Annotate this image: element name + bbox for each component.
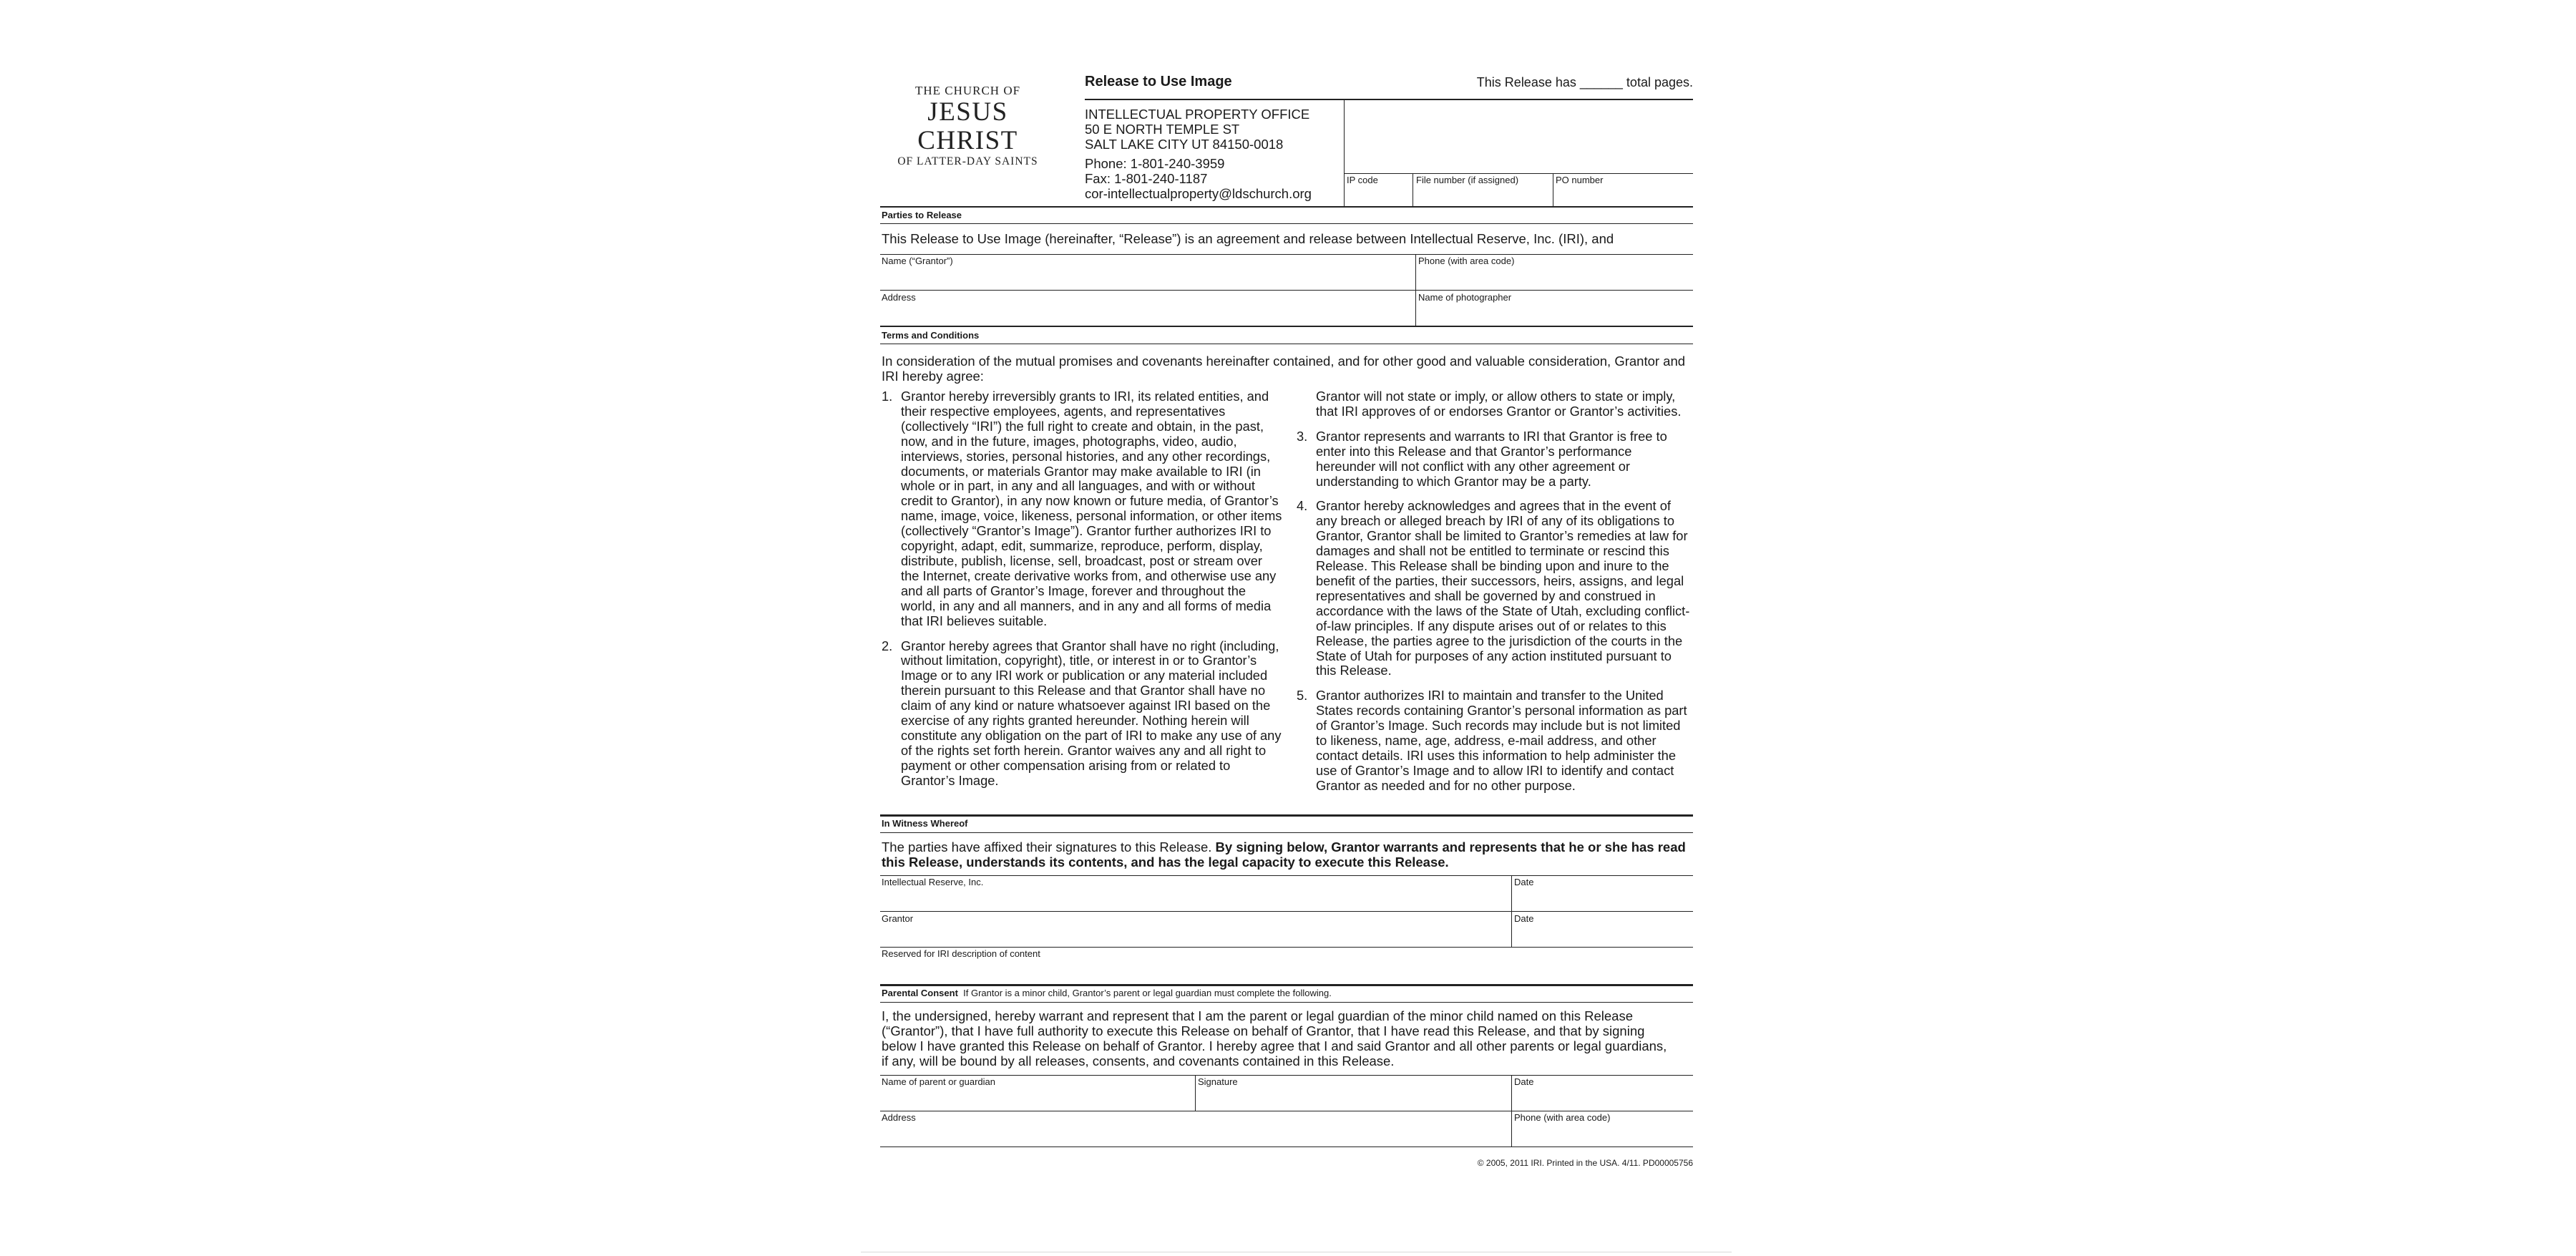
office-line-3: SALT LAKE CITY UT 84150-0018 — [1085, 137, 1284, 152]
witness-text — [882, 839, 1690, 870]
terms-top-rule — [880, 326, 1693, 327]
grantor-phone-label: Phone (with area code) — [1418, 255, 1515, 266]
copyright-footer: © 2005, 2011 IRI. Printed in the USA. 4/11. PD00005756 — [1477, 1158, 1693, 1168]
item-number: 1. — [882, 389, 893, 404]
office-email: cor-intellectualproperty@ldschurch.org — [1085, 186, 1312, 201]
grantor-name-label: Name (“Grantor”) — [882, 255, 953, 266]
iri-signature-rule — [880, 875, 1693, 876]
continuation-text: Grantor will not state or imply, or allow others to state or imply, that IRI approves of or endorses Grantor or Grantor’s activities. — [1316, 389, 1682, 419]
parent-date-label: Date — [1514, 1076, 1534, 1087]
grantor-signature-label: Grantor — [882, 913, 914, 924]
po-number-label: PO number — [1556, 175, 1604, 185]
witness-top-rule — [880, 814, 1693, 817]
parties-heading: Parties to Release — [882, 210, 962, 220]
terms-intro: In consideration of the mutual promises and covenants hereinafter contained, and for other good and valuable consideration, Grantor and IRI hereby agree: — [882, 354, 1686, 384]
terms-item-3 — [1297, 429, 1694, 490]
header-rule — [1085, 99, 1693, 100]
reserved-rule — [880, 947, 1693, 948]
office-address — [1085, 107, 1312, 201]
parties-heading-rule — [880, 223, 1693, 224]
parent-name-label: Name of parent or guardian — [882, 1076, 995, 1087]
ip-code-label: IP code — [1347, 175, 1378, 185]
item-text: Grantor hereby irreversibly grants to IRI, its related entities, and their respective employees, agents, and representatives (collectively “IRI”) the full right to create and obtain, in the past, now, and in the future, images, photographs, video, audio, interviews, stories, personal histories, and any other recordings, documents, or materials Grantor may make available to IRI (in whole or in part, in any and all languages, and with or without credit to Grantor), in any now known or future media, of Grantor’s name, image, voice, likeness, personal information, or other items (collectively “Grantor’s Image”). Grantor further authorizes IRI to copyright, adapt, edit, summarize, reproduce, perform, display, distribute, publish, license, sell, broadcast, post or stream over the Internet, create derivative works from, and otherwise use any and all parts of Grantor’s Image, forever and throughout the world, in any and all manners, and in any and all forms of media that IRI believes suitable. — [901, 389, 1282, 628]
item-text: Grantor authorizes IRI to maintain and transfer to the United States records containing Grantor’s personal information as part of Grantor’s Image. Such records may include but is not limited to likeness, name, age, address, e-mail address, and other contact details. IRI uses this information to help administer the use of Grantor’s Image and to allow IRI to identify and contact Grantor as needed and for no other purpose. — [1316, 688, 1687, 793]
terms-item-5 — [1297, 688, 1694, 793]
office-line-2: 50 E NORTH TEMPLE ST — [1085, 122, 1240, 137]
parent-signature-divider — [1195, 1075, 1196, 1111]
parent-name-rule — [880, 1075, 1693, 1076]
terms-left-column — [882, 389, 1282, 799]
form-title: Release to Use Image — [1085, 74, 1232, 89]
parental-heading-row — [882, 988, 1332, 998]
parental-text: I, the undersigned, hereby warrant and represent that I am the parent or legal guardian of the minor child named on this Release (“Grantor”), that I have full authority to execute this Release on behalf of Grantor, that I have read this Release, and that by signing below I have granted this Release on behalf of Grantor. I hereby agree that I and said Grantor and all other parents or legal guardians, if any, will be bound by all releases, consents, and covenants contained in this Release. — [882, 1008, 1667, 1068]
photographer-label: Name of photographer — [1418, 292, 1512, 303]
terms-right-column — [1297, 389, 1694, 804]
parental-subheading: If Grantor is a minor child, Grantor’s parent or legal guardian must complete the following. — [963, 988, 1332, 998]
terms-item-4 — [1297, 499, 1694, 678]
parental-heading-rule — [880, 1002, 1693, 1003]
witness-text-plain: The parties have affixed their signatures to this Release. — [882, 839, 1216, 855]
iri-signature-label: Intellectual Reserve, Inc. — [882, 877, 984, 887]
item-number: 5. — [1297, 688, 1308, 704]
item-number: 3. — [1297, 428, 1308, 444]
parental-top-rule — [880, 984, 1693, 986]
logo-line-3: OF LATTER-DAY SAINTS — [897, 155, 1038, 167]
terms-item-1 — [882, 389, 1282, 629]
witness-text-bold: By signing below, Grantor warrants and represents that he or she has read this Release, understands its contents, and has the legal capacity to execute this Release. — [882, 839, 1686, 870]
logo-line-1: THE CHURCH OF — [914, 84, 1021, 97]
name-field-rule — [880, 254, 1693, 255]
item-text: Grantor hereby agrees that Grantor shall have no right (including, without limitation, copyright), title, or interest in or to Grantor’s Image or to any IRI work or publication or any material included therein pursuant to this Release and that Grantor shall have no claim of any kind or nature whatsoever against IRI based on the exercise of any rights granted hereunder. Nothing herein will constitute any obligation on the part of IRI to make any use of any of the rights set forth herein. Grantor waives any and all right to payment or other compensation arising from or related to Grantor’s Image. — [901, 638, 1282, 788]
parties-intro: This Release to Use Image (hereinafter, “Release”) is an agreement and release between Intellectual Reserve, Inc. (IRI), and — [882, 231, 1614, 246]
release-form-page — [880, 68, 1693, 1184]
grantor-address-label: Address — [882, 292, 916, 303]
office-box-divider — [1344, 99, 1345, 206]
file-number-label: File number (if assigned) — [1416, 175, 1519, 185]
terms-heading: Terms and Conditions — [882, 330, 980, 341]
witness-heading: In Witness Whereof — [882, 818, 968, 829]
office-phone: Phone: 1-801-240-3959 — [1085, 156, 1225, 171]
parent-phone-label: Phone (with area code) — [1514, 1112, 1611, 1123]
parties-top-rule — [880, 206, 1693, 208]
parent-address-label: Address — [882, 1112, 916, 1123]
office-line-1: INTELLECTUAL PROPERTY OFFICE — [1085, 107, 1310, 122]
office-fax: Fax: 1-801-240-1187 — [1085, 171, 1208, 186]
parental-heading: Parental Consent — [882, 988, 958, 998]
item-number: 2. — [882, 638, 893, 653]
office-box-rule — [1344, 173, 1693, 174]
item-number: 4. — [1297, 498, 1308, 514]
item-text: Grantor hereby acknowledges and agrees that in the event of any breach or alleged breach by IRI of any of its obligations to Grantor, Grantor shall be limited to Grantor’s remedies at law for damages and shall not be entitled to terminate or rescind this Release. This Release shall be binding upon and inure to the benefit of the parties, their successors, heirs, assigns, and legal representatives and shall be governed by and construed in accordance with the laws of the State of Utah, excluding conflict-of-law principles. If any dispute arises out of or relates to this Release, the parties agree to the jurisdiction of the courts in the State of Utah for purposes of any action instituted pursuant to this Release. — [1316, 498, 1690, 678]
logo-line-2: JESUS CHRIST — [917, 97, 1018, 155]
parent-signature-label: Signature — [1198, 1076, 1238, 1087]
grantor-date-label: Date — [1514, 913, 1534, 924]
total-pages-note: This Release has ______ total pages. — [1476, 75, 1693, 89]
address-field-rule — [880, 290, 1693, 291]
item-text: Grantor represents and warrants to IRI that Grantor is free to enter into this Release and that Grantor’s performance hereunder will not conflict with any other agreement or understanding to which Grantor may be a party. — [1316, 428, 1667, 489]
witness-heading-rule — [880, 832, 1693, 833]
reserved-description-label: Reserved for IRI description of content — [882, 948, 1040, 959]
terms-item-2 — [882, 639, 1282, 789]
church-logo — [880, 84, 1055, 168]
grantor-signature-rule — [880, 911, 1693, 912]
iri-date-label: Date — [1514, 877, 1534, 887]
